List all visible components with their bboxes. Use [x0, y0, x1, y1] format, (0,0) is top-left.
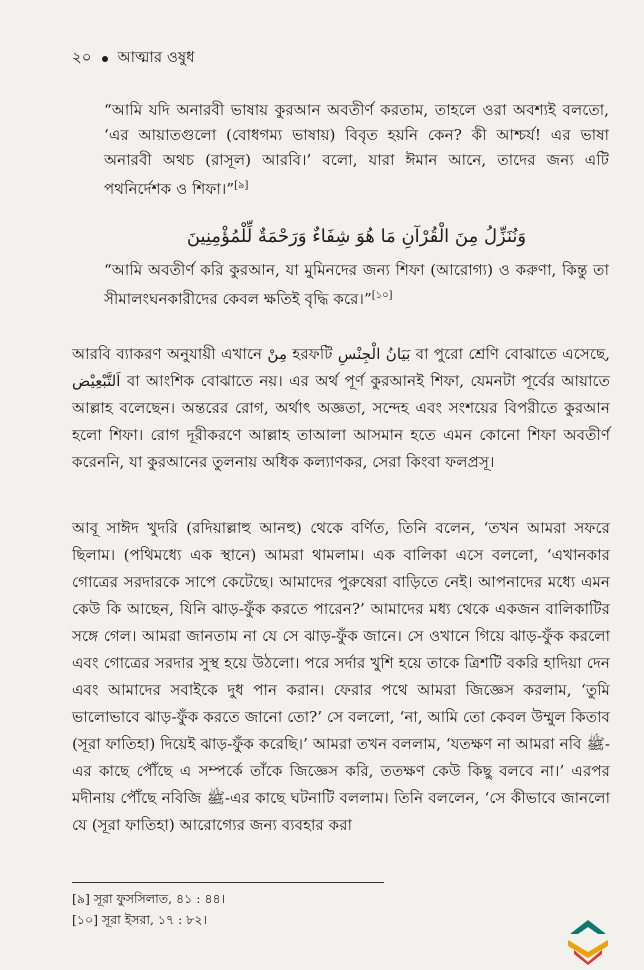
footnote-10: [১০] সূরা ইসরা, ১৭ : ৮২। — [72, 912, 208, 927]
footnote-divider — [72, 882, 384, 883]
quote-block-2 — [104, 258, 609, 312]
header-separator-dot — [102, 56, 108, 62]
arabic-verse: وَنُنَزِّلُ مِنَ الْقُرْآنِ مَا هُوَ شِفَاءٌ وَرَحْمَةٌ لِّلْمُؤْمِنِينَ — [186, 226, 527, 247]
paragraph-hadith-narration: আবূ সাঈদ খুদরি (রদিয়াল্লাহু আনহু) থেকে বর্ণিত, তিনি বলেন, ‘তখন আমরা সফরে ছিলাম। (পথিমধ্যে এক স্থানে) আমরা থামলাম। এক বালিকা এসে বললো, ‘এখানকার গোত্রের সরদারকে সাপে কেটেছে। আমাদের পুরুষেরা বাড়িতে নেই। আপনাদের মধ্যে এমন কেউ কি আছেন, যিনি ঝাড়-ফুঁক করতে পারেন?’ আমাদের মধ্য থেকে একজন বালিকাটির সঙ্গে গেল। আমরা জানতাম না যে সে ঝাড়-ফুঁক জানে। সে ওখানে গিয়ে ঝাড়-ফুঁক করলো এবং গোত্রের সরদার সুস্থ হয়ে উঠলো। পরে সর্দার খুশি হয়ে তাকে ত্রিশটি বকরি হাদিয়া দেন এবং আমাদের সবাইকে দুধ পান করান। ফেরার পথে আমরা জিজ্ঞেস করলাম, ‘তুমি ভালোভাবে ঝাড়-ফুঁক করতে জানো তো?’ সে বললো, ‘না, আমি তো কেবল উম্মুল কিতাব (সূরা ফাতিহা) দিয়েই ঝাড়-ফুঁক করেছি।’ আমরা তখন বললাম, ‘যতক্ষণ না আমরা নবি ﷺ-এর কাছে পৌঁছে এ সম্পর্কে তাঁকে জিজ্ঞেস করি, ততক্ষণ কেউ কিছু বলবে না।’ এরপর মদীনায় পৌঁছে নবিজি ﷺ-এর কাছে ঘটনাটি বললাম। তিনি বললেন, ‘সে কীভাবে জানলো যে (সূরা ফাতিহা) আরোগ্যের জন্য ব্যবহার করা — [72, 519, 611, 834]
quote-2-text: “আমি অবতীর্ণ করি কুরআন, যা মুমিনদের জন্য শিফা (আরোগ্য) ও করুণা, কিন্তু তা সীমালংঘনকারীদের কেবল ক্ষতিই বৃদ্ধি করে।” — [104, 261, 609, 309]
logo-roof-shape — [570, 920, 606, 934]
quote-1-text: “আমি যদি অনারবী ভাষায় কুরআন অবতীর্ণ করতাম, তাহলে ওরা অবশ্যই বলতো, ‘এর আয়াতগুলো (বোধগম্য ভাষায়) বিবৃত হয়নি কেন? কী আশ্চর্য! এর ভাষা অনারবী অথচ (রাসূল) আরবি।’ বলো, যারা ঈমান আনে, তাদের জন্য এটি পথনির্দেশক ও শিফা।” — [104, 101, 609, 199]
page-header — [72, 46, 195, 71]
publisher-logo-icon — [560, 918, 616, 966]
page-number: ২০ — [72, 48, 92, 66]
footnotes — [72, 888, 225, 930]
book-title: আত্মার ওষুধ — [117, 48, 195, 66]
quote-2-reference: [১০] — [371, 290, 393, 301]
paragraph-grammar-explanation: আরবি ব্যাকরণ অনুযায়ী এখানে مِنْ হরফটি بَيَانُ الْجِنْسِ বা পুরো শ্রেণি বোঝাতে এসেছে, اَلتَّبْعِيْض বা আংশিক বোঝাতে নয়। এর অর্থ পূর্ণ কুরআনই শিফা, যেমনটা পূর্বের আয়াতে আল্লাহ বলেছেন। অন্তরের রোগ, অর্থাৎ অজ্ঞতা, সন্দেহ এবং সংশয়ের বিপরীতে কুরআন হলো শিফা। রোগ দূরীকরণে আল্লাহ তাআলা আসমান হতে এমন কোনো শিফা অবতীর্ণ করেননি, যা কুরআনের তুলনায় অধিক কল্যাণকর, সেরা কিংবা ফলপ্রসূ। — [72, 345, 610, 471]
quote-1-reference: [৯] — [234, 180, 249, 191]
logo-book-shape — [568, 940, 608, 958]
footnote-9: [৯] সূরা ফুসসিলাত, ৪১ : ৪৪। — [72, 891, 226, 906]
quote-block-1 — [104, 98, 609, 202]
